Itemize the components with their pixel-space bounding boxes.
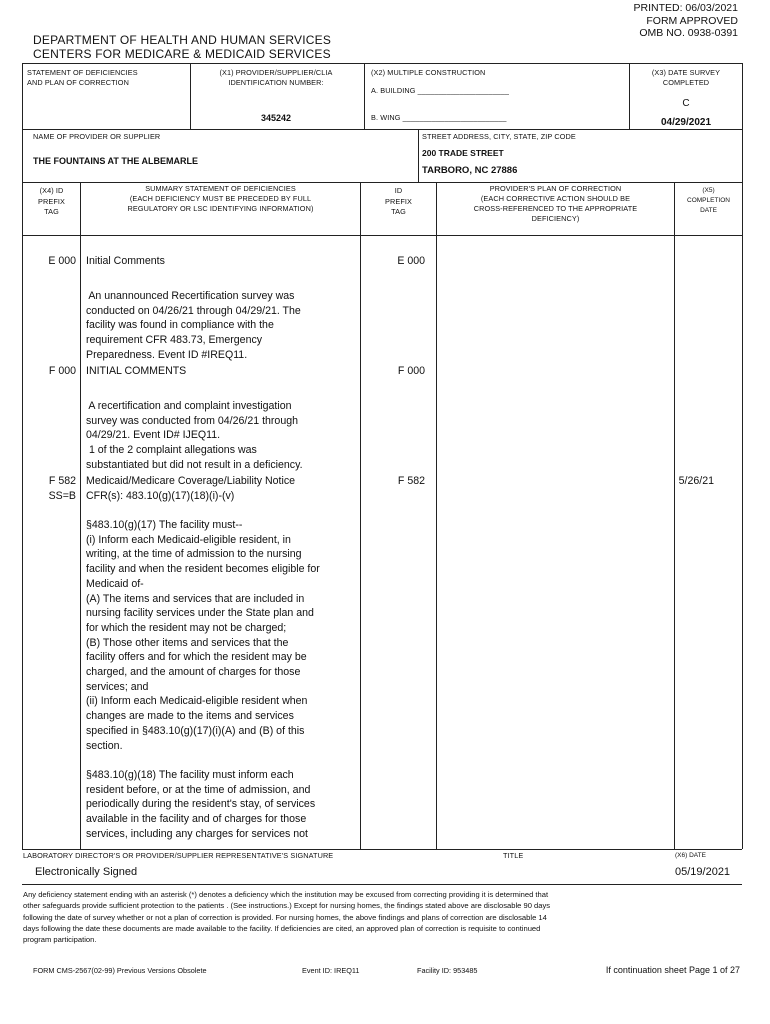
f582-completion-date: 5/26/21 [678, 475, 714, 487]
building-line: A. BUILDING ______________________ [371, 86, 510, 95]
f582-text-line: section. [86, 739, 123, 752]
summary-note-1: (EACH DEFICIENCY MUST BE PRECEDED BY FULL [129, 194, 312, 203]
f000-text-line: survey was conducted from 04/26/21 through [86, 414, 298, 427]
f582-scope-severity: SS=B [48, 489, 76, 502]
e000-prefix-tag: E 000 [48, 255, 76, 267]
x4-prefix-label: PREFIX [38, 196, 65, 206]
title-label: TITLE [503, 851, 524, 860]
footer-facility-id: Facility ID: 953485 [417, 966, 478, 975]
e000-text-line: facility was found in compliance with the [86, 319, 274, 332]
x5-completion-label: COMPLETION [687, 197, 730, 204]
f000-title: INITIAL COMMENTS [86, 365, 187, 377]
e000-id-tag: E 000 [397, 255, 425, 267]
disclaimer-line: other safeguards provide sufficient protection to the patients . (See instructions.) Except for nursing homes, the findings stated above are disclosable 90 days [23, 901, 551, 911]
f582-text-line: (ii) Inform each Medicaid-eligible resident when [86, 695, 308, 708]
summary-note-2: REGULATORY OR LSC IDENTIFYING INFORMATION) [127, 204, 314, 213]
provider-label: NAME OF PROVIDER OR SUPPLIER [33, 132, 161, 141]
x1-id-label: IDENTIFICATION NUMBER: [228, 78, 324, 87]
f582-text-line: (A) The items and services that are included in [86, 592, 305, 605]
provider-name: THE FOUNTAINS AT THE ALBEMARLE [33, 156, 198, 166]
survey-date: 04/29/2021 [660, 117, 712, 128]
f582-text-line: changes are made to the items and services [86, 710, 294, 723]
disclaimer-line: following the date of survey whether or not a plan of correction is provided. For nursing homes, the above findings and plans of correction are disclosable 14 [23, 912, 547, 922]
address-label: STREET ADDRESS, CITY, STATE, ZIP CODE [422, 132, 576, 141]
wing-line: B. WING _________________________ [371, 113, 507, 122]
f582-text-line: facility and when the resident becomes eligible for [86, 563, 320, 576]
printed-date: PRINTED: 06/03/2021 [633, 2, 738, 14]
x3-label: (X3) DATE SURVEY [651, 68, 721, 77]
form-approved: FORM APPROVED [646, 14, 738, 27]
f582-text-line: (B) Those other items and services that the [86, 636, 289, 649]
f582-text-line: charged, and the amount of charges for those [86, 666, 301, 679]
dept-name: DEPARTMENT OF HEALTH AND HUMAN SERVICES [33, 33, 332, 47]
plan-note-2: CROSS-REFERENCED TO THE APPROPRIATE [473, 204, 638, 213]
x1-label: (X1) PROVIDER/SUPPLIER/CLIA [219, 68, 333, 77]
f582-text-line: Medicaid of- [86, 577, 144, 590]
disclaimer-line: days following the date these documents are made available to the facility. If deficiencies are cited, an approved plan of correction is requisite to continued [23, 923, 541, 933]
e000-text-line: Preparedness. Event ID #IREQ11. [86, 348, 248, 361]
f582-text-line: services; and [86, 680, 149, 693]
form-number: FORM CMS-2567(02-99) Previous Versions Obsolete [33, 966, 207, 975]
statement-label: STATEMENT OF DEFICIENCIES [27, 68, 138, 77]
disclaimer-line: program participation. [23, 935, 97, 945]
summary-label: SUMMARY STATEMENT OF DEFICIENCIES [145, 184, 296, 193]
electronic-signature: Electronically Signed [35, 866, 138, 878]
signature-date: 05/19/2021 [675, 866, 731, 878]
street-address: 200 TRADE STREET [422, 148, 504, 158]
disclaimer-line: Any deficiency statement ending with an asterisk (*) denotes a deficiency which the institution may be excused from correcting providing it is determined that [23, 890, 549, 899]
f000-prefix-tag: F 000 [48, 365, 76, 377]
f582-text-line: facility offers and for which the resident may be [86, 651, 307, 664]
f582-text-line: available in the facility and of charges for those [86, 813, 307, 826]
f582-text-line: §483.10(g)(17) The facility must-- [86, 519, 243, 531]
f582-text-line: (i) Inform each Medicaid-eligible resident, in [86, 533, 291, 546]
survey-code: C [682, 98, 690, 109]
f582-text-line: resident before, or at the time of admission, and [86, 783, 311, 796]
page-indicator: If continuation sheet Page 1 of 27 [605, 965, 740, 975]
footer-event-id: Event ID: IREQ11 [302, 966, 360, 975]
e000-text-line: requirement CFR 483.73, Emergency [86, 334, 263, 347]
plan-note-1: (EACH CORRECTIVE ACTION SHOULD BE [480, 194, 631, 203]
e000-title: Initial Comments [86, 255, 165, 267]
id-prefix-label: PREFIX [385, 196, 412, 206]
f582-text-line: periodically during the resident's stay, of services [86, 798, 316, 811]
f582-text-line: §483.10(g)(18) The facility must inform each [86, 768, 294, 781]
f582-id-tag: F 582 [397, 475, 425, 487]
f582-text-line: specified in §483.10(g)(17)(i)(A) and (B) of this [86, 724, 305, 737]
plan-of-correction-label: PROVIDER'S PLAN OF CORRECTION [489, 184, 622, 193]
plan-label: AND PLAN OF CORRECTION [27, 78, 129, 87]
f000-text-line: A recertification and complaint investigation [86, 400, 292, 412]
x5-label: (X5) [702, 187, 715, 194]
f582-text-line [86, 753, 320, 768]
f582-prefix-tag: F 582 [48, 475, 76, 487]
x5-date-label: DATE [700, 207, 717, 214]
f582-text-line: services, including any charges for services not [86, 827, 308, 840]
x2-label: (X2) MULTIPLE CONSTRUCTION [371, 68, 486, 77]
signature-label: LABORATORY DIRECTOR'S OR PROVIDER/SUPPLIER REPRESENTATIVE'S SIGNATURE [23, 851, 334, 860]
provider-id-number: 345242 [260, 113, 292, 123]
f582-text-line: nursing facility services under the State plan and [86, 607, 314, 620]
x4-label: (X4) ID [39, 186, 64, 195]
f000-text-line: 04/29/21. Event ID# IJEQ11. [86, 429, 221, 442]
f582-text-line: writing, at the time of admission to the nursing [86, 548, 302, 561]
f582-text-line: for which the resident may not be charged; [86, 621, 287, 634]
f000-text-line: 1 of the 2 complaint allegations was [86, 444, 257, 457]
f582-cfr: CFR(s): 483.10(g)(17)(18)(i)-(v) [86, 489, 235, 502]
x4-tag-label: TAG [44, 207, 59, 216]
f000-id-tag: F 000 [397, 365, 425, 377]
e000-text-line: An unannounced Recertification survey was [86, 290, 295, 302]
x3-completed-label: COMPLETED [662, 78, 710, 87]
omb-number: OMB NO. 0938-0391 [639, 27, 738, 39]
city-state-zip: TARBORO, NC 27886 [422, 165, 518, 176]
x6-date-label: (X6) DATE [675, 852, 706, 859]
id-tag-label: TAG [391, 207, 406, 216]
plan-note-3: DEFICIENCY) [531, 214, 580, 223]
e000-text-line: conducted on 04/26/21 through 04/29/21. The [86, 304, 301, 317]
f000-text-line: substantiated but did not result in a deficiency. [86, 458, 303, 471]
f582-title: Medicaid/Medicare Coverage/Liability Notice [86, 475, 296, 487]
id-label: ID [394, 186, 403, 195]
centers-name: CENTERS FOR MEDICARE & MEDICAID SERVICES [33, 47, 331, 61]
